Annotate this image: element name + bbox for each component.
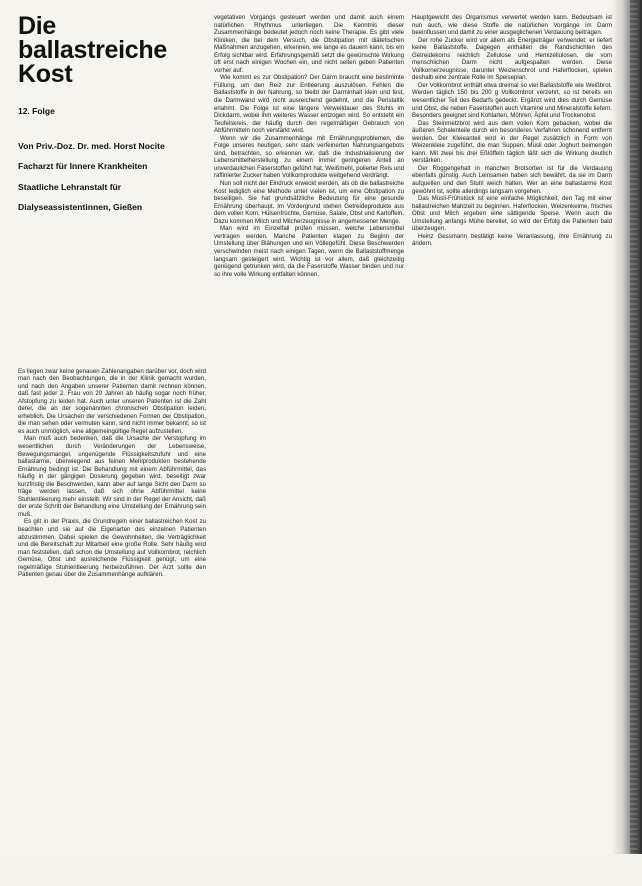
title-line-2: Kost — [18, 60, 73, 88]
institution-line-1: Staatliche Lehranstalt für — [18, 181, 122, 192]
author-role: Facharzt für Innere Krankheiten — [18, 161, 148, 172]
paragraph: Es gilt in der Praxis, die Grundregeln einer ballastreichen Kost zu beachten und sie auf die Eigenarten des einzelnen Patienten abzustimmen. Dabei spielen die Gewohnheiten, die Verträglichkeit und die Bereitschaft zur Mitarbeit eine große Rolle. Sehr häufig wird man feststellen, daß schon die Umstellung auf Vollkornbrot, reichlich Gemüse, Obst und ausreichende Flüssigkeit genügt, um eine regelmäßige Stuhlentleerung herbeizuführen. Der Arzt sollte den Patienten genau über die Zusammenhänge aufklären. — [18, 518, 206, 579]
paragraph: Man wird im Einzelfall prüfen müssen, welche Lebensmittel vertragen werden. Manche Patienten klagen zu Beginn der Umstellung über Blähungen und ein Völlegefühl. Diese Beschwerden verschwinden meist nach einigen Tagen, wenn die Ballaststoffmenge langsam gesteigert wird. Wichtig ist vor allem, daß gleichzeitig genügend getrunken wird, da die Faserstoffe Wasser binden und nur so ihre volle Wirkung entfalten können. — [214, 225, 404, 278]
paragraph: Nun soll nicht der Eindruck erweckt werden, als ob die ballastreiche Kost lediglich eine Methode unter vielen ist, um eine Obstipation zu beseitigen. Sie hat grundsätzliche Bedeutung für eine gesunde Ernährung überhaupt. Im Vordergrund stehen Getreideprodukte aus dem vollen Korn, Hülsenfrüchte, Gemüse, Salate, Obst und Kartoffeln. Dazu kommen Milch und Milcherzeugnisse in angemessener Menge. — [214, 180, 404, 225]
paragraph: Wenn wir die Zusammenhänge mit Ernährungsproblemen, die Folge unseres heutigen, sehr stark verfeinerten Nahrungsangebots sind, betrachten, so erkennen wir, daß die Industrialisierung der Lebensmittelherstellung zu einem immer geringeren Anteil an unverdaulichen Faserstoffen geführt hat. Weißmehl, polierter Reis und raffinierter Zucker haben Vollkornprodukte weitgehend verdrängt. — [214, 134, 404, 180]
paragraph: vegetativen Vorgangs gesteuert werden und damit auch einem natürlichen Rhythmus unterliegen. Die Kenntnis dieser Zusammenhänge bedeutet jedoch noch keine Therapie. Es gibt viele Kliniken, die bei dem Versuch, die Obstipation mit diätetischen Maßnahmen anzugehen, erkennen, wie lange es dauern kann, bis ein Erfolg sichtbar wird. Erfahrungsgemäß setzt die gewünschte Wirkung oft erst nach einigen Wochen ein, und nicht selten geben Patienten vorher auf. — [214, 14, 404, 74]
paragraph: Der Vollkornbrot enthält etwa dreimal so viel Ballaststoffe wie Weißbrot. Werden täglich 150 bis 200 g Vollkornbrot verzehrt, so ist bereits ein wesentlicher Teil des Bedarfs gedeckt. Ergänzt wird dies durch Gemüse und Obst, die neben Faserstoffen auch Vitamine und Mineralstoffe liefern. Besonders geeignet sind Kohlarten, Möhren, Äpfel und Trockenobst. — [412, 81, 612, 120]
title-line-1: Die ballastreiche — [18, 14, 167, 64]
adjacent-page-edge — [630, 0, 638, 854]
column-right — [412, 14, 612, 836]
series-label: 12. Folge — [18, 106, 55, 116]
paragraph: Es liegen zwar keine genauen Zahlenangaben darüber vor, doch wird man nach den Beobachtungen, die in der Klinik gemacht wurden, und nach den Angaben unserer Patienten damit rechnen können, daß fast jeder 2. Frau von 20 Jahren ab häufig sogar noch früher, Afstopfung zu leiden hat. Auch unter unseren Patienten ist die Zahl derer, die an der sogenannten chronischen Obstipation leiden, erheblich. Die Ursachen der verschiedenen Formen der Obstipation, die man sehen oder vermuten kann, sind nicht immer bekannt; so ist es auch unmöglich, eine allgemeingültige Regel aufzustellen. — [18, 367, 206, 435]
paragraph: Wie kommt es zur Obstipation? Der Darm braucht eine bestimmte Füllung, um den Reiz zur Entleerung auszulösen. Fehlen die Ballaststoffe in der Nahrung, so bleibt der Darminhalt klein und fest, die Darmwand wird nicht ausreichend gedehnt, und die Peristaltik erlahmt. Die Folge ist eine längere Verweildauer des Stuhls im Dickdarm, wobei ihm weiteres Wasser entzogen wird. So entsteht ein Teufelskreis, der häufig durch den regelmäßigen Gebrauch von Abführmitteln noch verstärkt wird. — [214, 74, 404, 135]
column-left-body — [18, 368, 206, 886]
paragraph: Das Müsli-Frühstück ist eine einfache Möglichkeit, den Tag mit einer ballastreichen Mahlzeit zu beginnen. Haferflocken, Weizenkeime, frisches Obst und Milch ergeben eine sättigende Speise. Wenn auch die Umstellung anfangs Mühe bereitet, so wird der Erfolg die Patienten bald überzeugen. — [412, 195, 612, 233]
article-title — [18, 14, 206, 86]
paragraph: Der rohe Zucker wird vor allem als Energieträger verwendet; er liefert keine Ballaststoffe. Dagegen enthalten die Randschichten des Getreidekorns reichlich Zellulose und Hemizellulosen, die vom menschlichen Darm nicht aufgespalten werden. Diese Vollkornerzeugnisse, darunter Weizenschrot und Haferflocken, spielen deshalb eine zentrale Rolle im Speiseplan. — [412, 36, 612, 82]
institution-line-2: Dialyseassistentinnen, Gießen — [18, 202, 143, 213]
column-middle — [214, 14, 404, 836]
paragraph: Der Roggengehalt in manchen Brotsorten ist für die Verdauung ebenfalls günstig. Auch Leinsamen haben sich bewährt, da sie im Darm aufquellen und den Stuhl weich halten. Wer an eine ballastarme Kost gewöhnt ist, sollte allerdings langsam vorgehen. — [412, 164, 612, 195]
author-byline: Von Priv.-Doz. Dr. med. Horst Nocite — [18, 140, 165, 151]
paragraph: Heinz Gessmann bestätigt keine Veranlassung, ihre Ernährung zu ändern. — [412, 232, 612, 248]
paragraph: Man muß auch bedenken, daß die Ursache der Verstopfung im wesentlichen durch Veränderungen der Lebensweise, Bewegungsmangel, ungenügende Flüssigkeitszufuhr und eine ballastarme, überwiegend aus feinen Mehlprodukten bestehende Ernährung bedingt ist. Die Behandlung mit einem Abführmittel, das häufig in der gängigen Dosierung gegeben wird, beseitigt zwar kurzfristig die Beschwerden, kann aber auf lange Sicht den Darm so träge werden lassen, daß sich ohne Abführmittel keine Stuhlentleerung mehr einstellt. Wir sind in der Regel der Ansicht, daß der erste Schritt der Behandlung eine Umstellung der Ernährung sein muß. — [18, 435, 206, 518]
column-left — [18, 14, 206, 886]
paragraph: Hauptgewicht des Organismus verwertet werden kann. Bedeutsam ist nun auch, wie diese Stoffe die natürlichen Vorgänge im Darm beeinflussen und damit zu einer ausgeglichenen Verdauung beitragen. — [412, 14, 612, 37]
paragraph: Das Steinmetzbrot wird aus dem vollen Korn gebacken, wobei die äußeren Schalenteile durch ein besonderes Verfahren schonend entfernt werden. Der Kleieanteil wird in der Regel zusätzlich in Form von Weizenkleie zugeführt, die man Suppen, Müsli oder Joghurt beimengen kann. Mit zwei bis drei Eßlöffeln täglich läßt sich die Wirkung deutlich verstärken. — [412, 119, 612, 165]
